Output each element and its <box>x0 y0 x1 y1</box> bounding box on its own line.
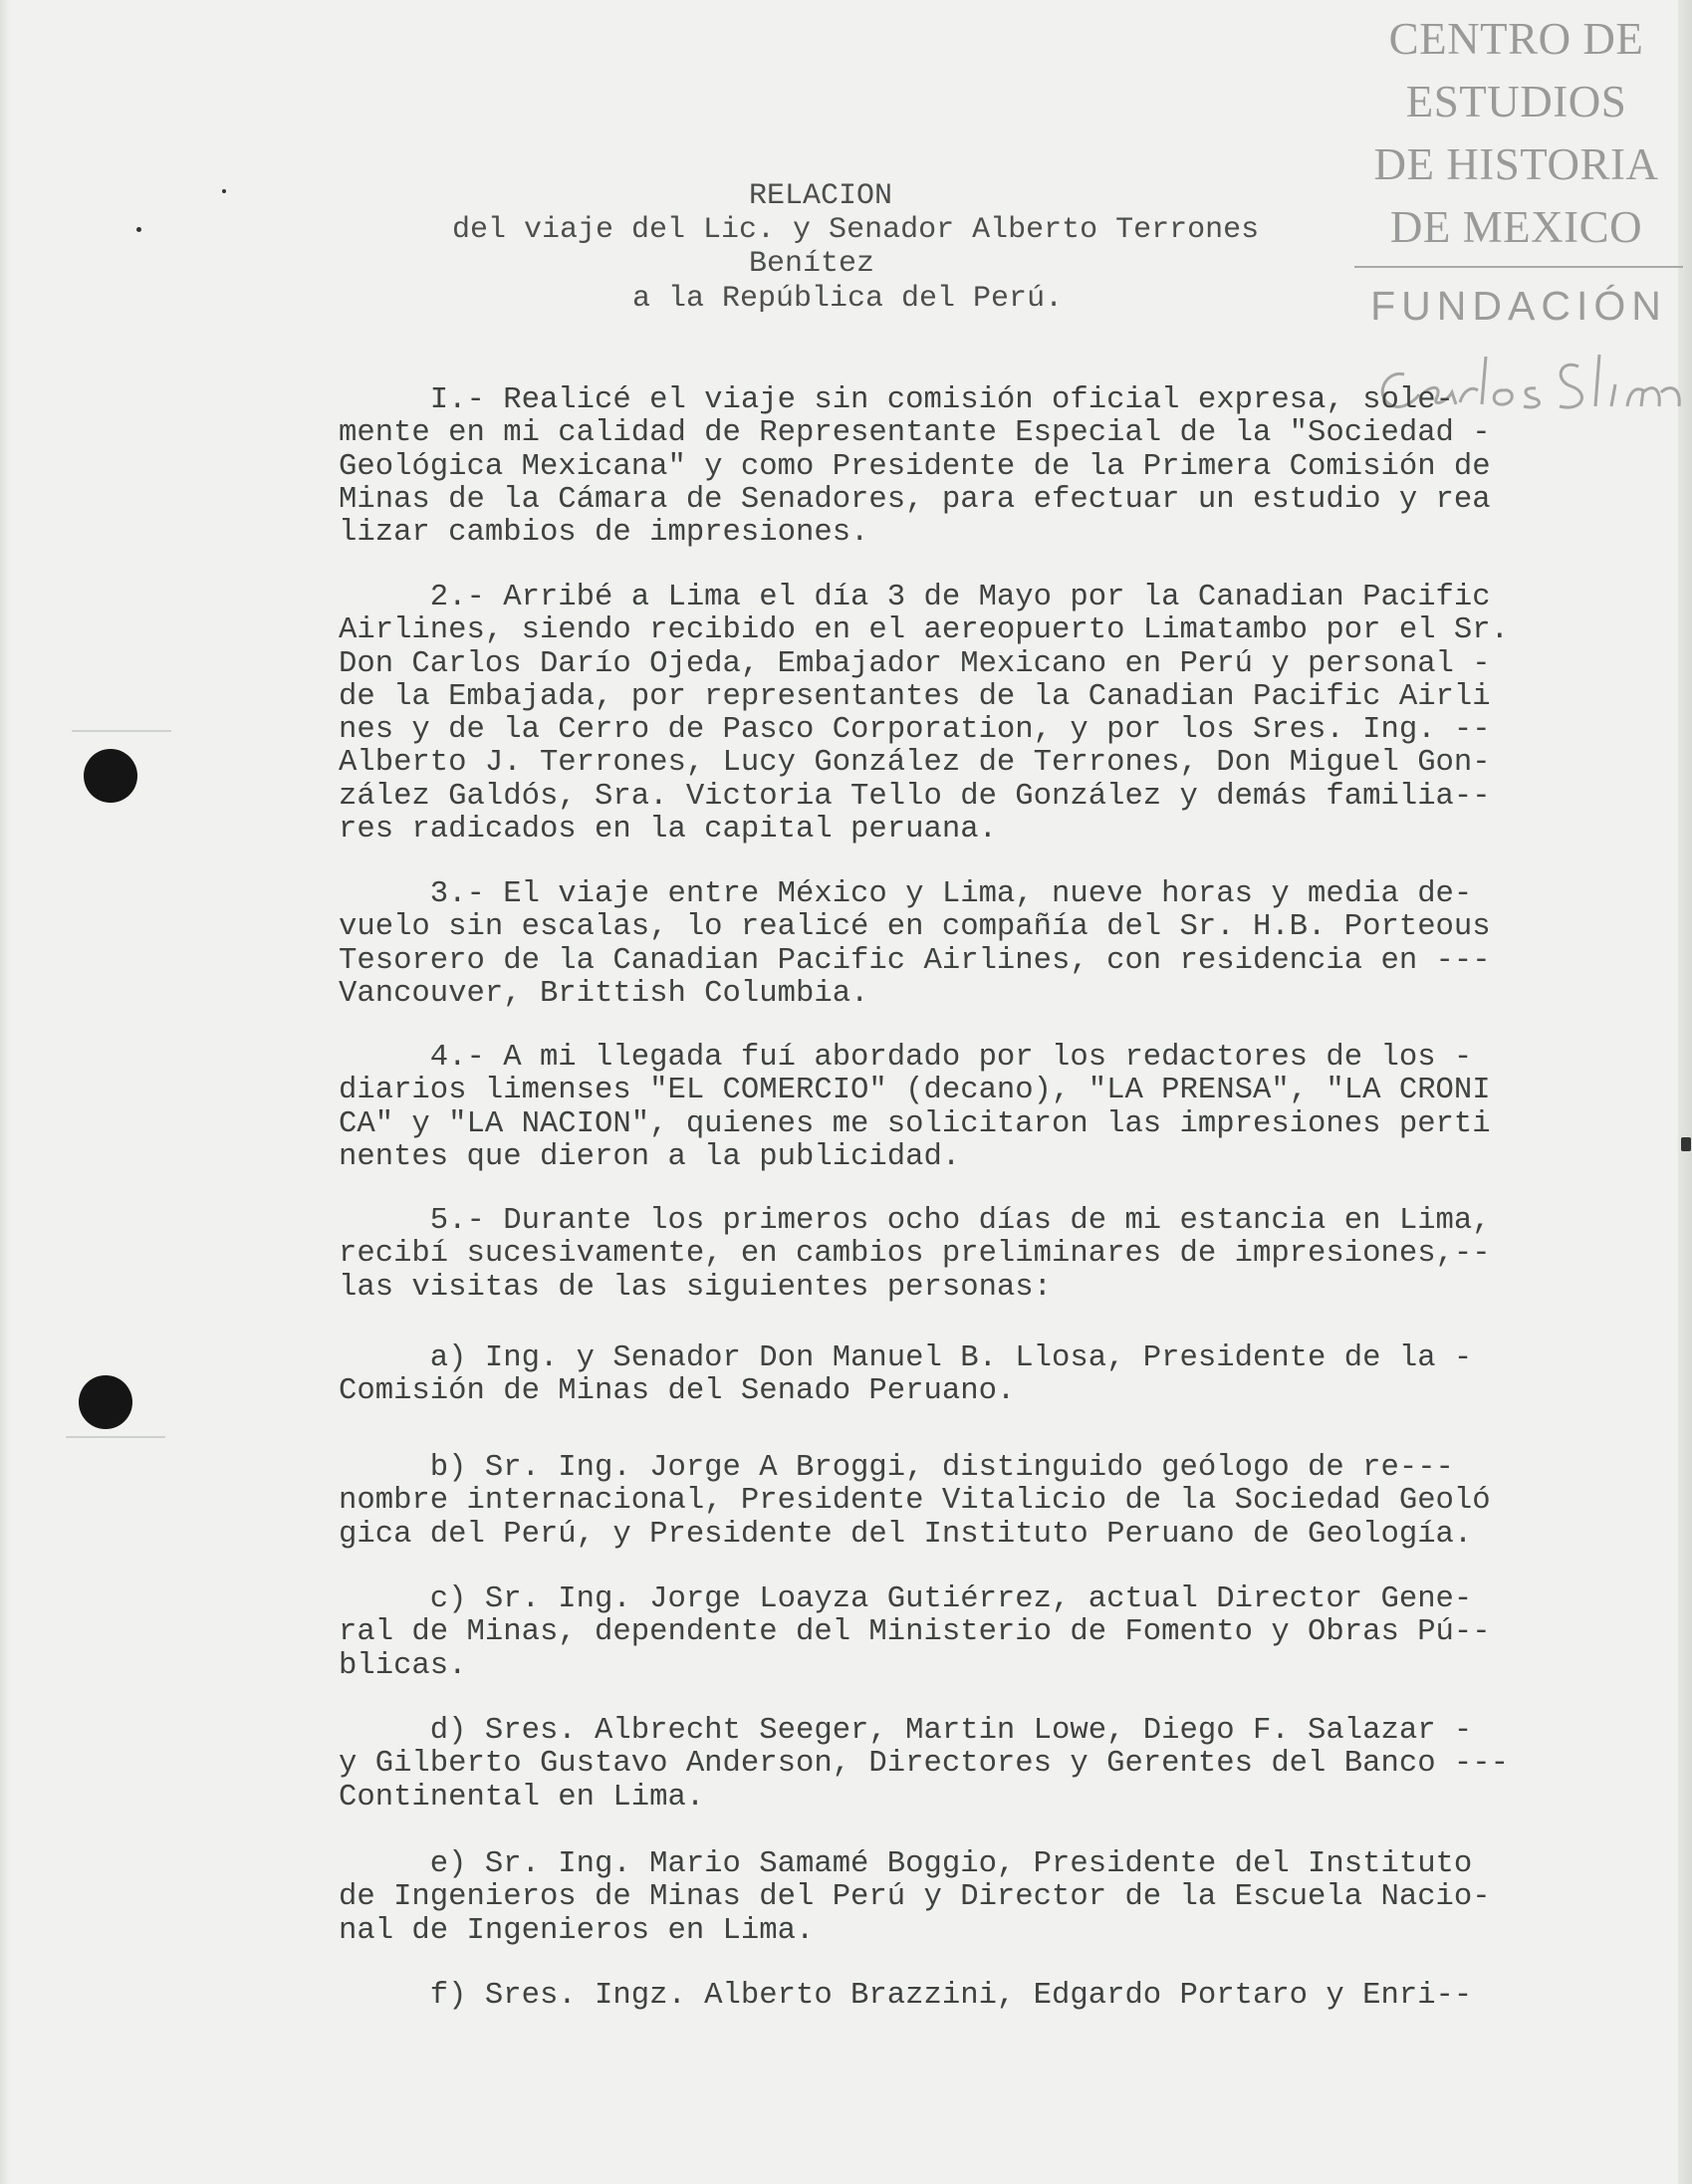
title-line-3: Benítez <box>749 247 875 281</box>
text-line: ral de Minas, dependente del Ministerio de Fomento y Obras Pú-- <box>339 1615 1491 1650</box>
text-line: Airlines, siendo recibido en el aereopuerto Limatambo por el Sr. <box>339 613 1509 648</box>
stamp-divider <box>1354 266 1683 268</box>
paragraph <box>339 1583 1491 1683</box>
text-line: nal de Ingenieros en Lima. <box>339 1913 815 1948</box>
stamp-line-1: CENTRO DE <box>1388 14 1644 64</box>
edge-mark <box>1681 1137 1691 1151</box>
text-line: f) Sres. Ingz. Alberto Brazzini, Edgardo Portaro y Enri-- <box>339 1979 1473 2013</box>
text-line: e) Sr. Ing. Mario Samamé Boggio, Presidente del Instituto <box>339 1847 1473 1881</box>
text-line: nombre internacional, Presidente Vitalicio de la Sociedad Geoló <box>339 1484 1491 1519</box>
text-line: blicas. <box>339 1648 467 1683</box>
text-line: vuelo sin escalas, lo realicé en compañía del Sr. H.B. Porteous <box>339 910 1491 945</box>
text-line: Alberto J. Terrones, Lucy González de Terrones, Don Miguel Gon- <box>339 746 1491 781</box>
text-line: c) Sr. Ing. Jorge Loayza Gutiérrez, actual Director Gene- <box>339 1582 1473 1616</box>
text-line: a) Ing. y Senador Don Manuel B. Llosa, Presidente de la - <box>339 1341 1473 1375</box>
paragraph <box>339 1042 1491 1174</box>
text-line: I.- Realicé el viaje sin comisión oficial expresa, sole- <box>339 383 1454 417</box>
text-line: Don Carlos Darío Ojeda, Embajador Mexicano en Perú y personal - <box>339 646 1491 681</box>
text-line: lizar cambios de impresiones. <box>339 516 869 551</box>
text-line: las visitas de las siguientes personas: <box>339 1270 1053 1305</box>
stray-mark <box>136 227 141 232</box>
text-line: y Gilberto Gustavo Anderson, Directores y Gerentes del Banco --- <box>339 1747 1509 1782</box>
text-line: Comisión de Minas del Senado Peruano. <box>339 1374 1016 1409</box>
paragraph <box>339 1715 1509 1815</box>
text-line: nes y de la Cerro de Pasco Corporation, y por los Sres. Ing. -- <box>339 713 1491 748</box>
text-line: zález Galdós, Sra. Victoria Tello de González y demás familia-- <box>339 779 1491 814</box>
text-line: mente en mi calidad de Representante Especial de la "Sociedad - <box>339 416 1491 451</box>
text-line: 5.- Durante los primeros ocho días de mi estancia en Lima, <box>339 1204 1491 1238</box>
page-left-edge <box>0 0 10 2184</box>
paragraph <box>339 878 1491 1011</box>
document-title <box>438 179 1374 388</box>
stamp-line-2: ESTUDIOS <box>1405 77 1627 126</box>
binder-mark-bottom <box>66 1436 165 1450</box>
text-line: Geológica Mexicana" y como Presidente de la Primera Comisión de <box>339 449 1491 484</box>
paragraph <box>339 384 1491 550</box>
punch-hole-top <box>84 749 137 803</box>
text-line: de Ingenieros de Minas del Perú y Director de la Escuela Nacio- <box>339 1880 1491 1915</box>
text-line: recibí sucesivamente, en cambios preliminares de impresiones,-- <box>339 1237 1491 1272</box>
text-line: Tesorero de la Canadian Pacific Airlines, con residencia en --- <box>339 943 1491 978</box>
paragraph <box>339 1848 1491 1948</box>
text-line: d) Sres. Albrecht Seeger, Martin Lowe, Diego F. Salazar - <box>339 1714 1473 1748</box>
text-line: 3.- El viaje entre México y Lima, nueve horas y media de- <box>339 877 1473 911</box>
text-line: 2.- Arribé a Lima el día 3 de Mayo por la Canadian Pacific <box>339 581 1491 614</box>
paragraph <box>339 582 1509 847</box>
title-line-2: del viaje del Lic. y Senador Alberto Terrones <box>452 213 1260 247</box>
text-line: Minas de la Cámara de Senadores, para efectuar un estudio y rea <box>339 482 1491 517</box>
text-line: CA" y "LA NACION", quienes me solicitaron las impresiones perti <box>339 1106 1491 1141</box>
paragraph <box>339 1342 1472 1409</box>
archive-stamp <box>1354 8 1678 406</box>
text-line: nentes que dieron a la publicidad. <box>339 1139 961 1174</box>
stamp-line-4: DE MEXICO <box>1389 202 1643 252</box>
text-line: Vancouver, Brittish Columbia. <box>339 976 869 1011</box>
paragraph <box>339 1452 1491 1552</box>
stamp-line-3: DE HISTORIA <box>1373 139 1659 189</box>
title-heading: RELACION <box>749 179 893 213</box>
binder-mark-top <box>72 730 171 744</box>
paragraph <box>339 1980 1472 2013</box>
title-line-4: a la República del Perú. <box>632 282 1064 316</box>
text-line: res radicados en la capital peruana. <box>339 813 997 848</box>
paragraph <box>339 1205 1491 1305</box>
text-line: 4.- A mi llegada fuí abordado por los redactores de los - <box>339 1041 1473 1075</box>
text-line: de la Embajada, por representantes de la Canadian Pacific Airli <box>339 679 1491 714</box>
text-line: b) Sr. Ing. Jorge A Broggi, distinguido geólogo de re--- <box>339 1451 1454 1485</box>
stray-mark <box>222 189 226 193</box>
stamp-foundation: FUNDACIÓN <box>1370 283 1667 329</box>
text-line: Continental en Lima. <box>339 1780 705 1815</box>
text-line: gica del Perú, y Presidente del Instituto Peruano de Geología. <box>339 1517 1473 1552</box>
punch-hole-bottom <box>79 1375 132 1429</box>
text-line: diarios limenses "EL COMERCIO" (decano), "LA PRENSA", "LA CRONI <box>339 1074 1491 1108</box>
